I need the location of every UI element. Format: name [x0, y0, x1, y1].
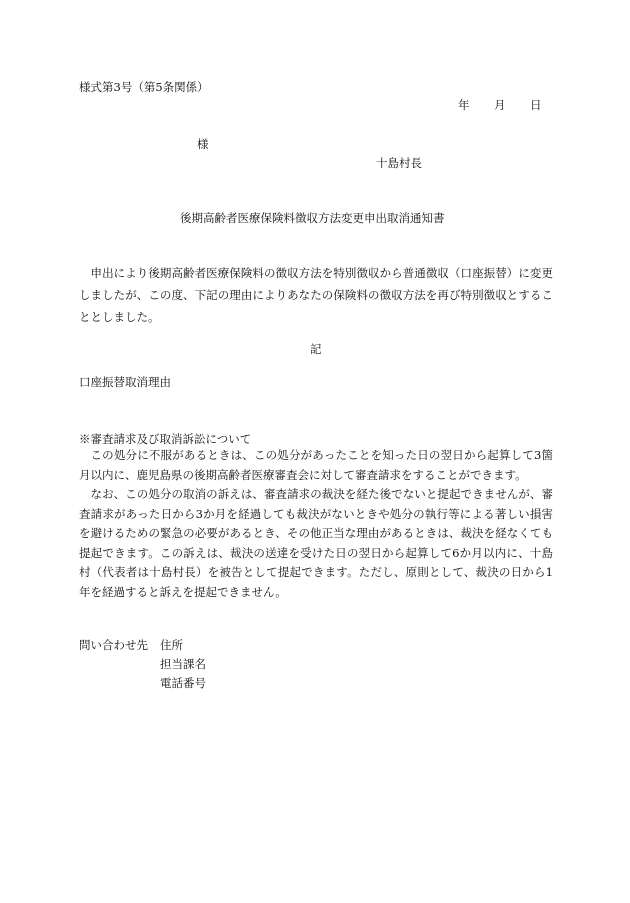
reason-label: 口座振替取消理由	[79, 375, 171, 389]
body-text: 申出により後期高齢者医療保険料の徴収方法を特別徴収から普通徴収（口座振替）に変更しましたが、この度、下記の理由によりあなたの保険料の徴収方法を再び特別徴収とすることとしました。	[79, 266, 553, 324]
addressee-suffix: 様	[197, 137, 209, 151]
appeal-paragraph-2: なお、この処分の取消の訴えは、審査請求の裁決を経た後でないと提起できませんが、審査請求があった日から3か月を経過しても裁決がないときや処分の執行等による著しい損害を避けるための緊急の必要があるとき、その他正当な理由があるときは、裁決を経なくても提起できます。この訴えは、裁決の送達を受けた日の翌日から起算して6か月以内に、十島村（代表者は十島村長）を被告として提起できます。ただし、原則として、裁決の日から1年を経過すると訴えを提起できません。	[79, 487, 553, 599]
contact-label: 問い合わせ先	[79, 638, 148, 652]
issuer-name: 十島村長	[376, 156, 422, 170]
contact-department-label: 担当課名	[160, 657, 206, 671]
form-number: 様式第3号（第5条関係）	[79, 80, 209, 94]
appeal-heading: ※審査請求及び取消訴訟について	[79, 432, 252, 446]
date-year-label: 年	[458, 98, 470, 112]
appeal-paragraph-1: この処分に不服があるときは、この処分があったことを知った日の翌日から起算して3箇月以内に、鹿児島県の後期高齢者医療審査会に対して審査請求をすることができます。	[79, 448, 553, 482]
contact-address-label: 住所	[160, 638, 183, 652]
ki-marker: 記	[310, 342, 322, 356]
date-day-label: 日	[530, 98, 542, 112]
date-month-label: 月	[494, 98, 506, 112]
contact-phone-label: 電話番号	[160, 676, 206, 690]
document-title: 後期高齢者医療保険料徴収方法変更申出取消通知書	[180, 211, 445, 225]
